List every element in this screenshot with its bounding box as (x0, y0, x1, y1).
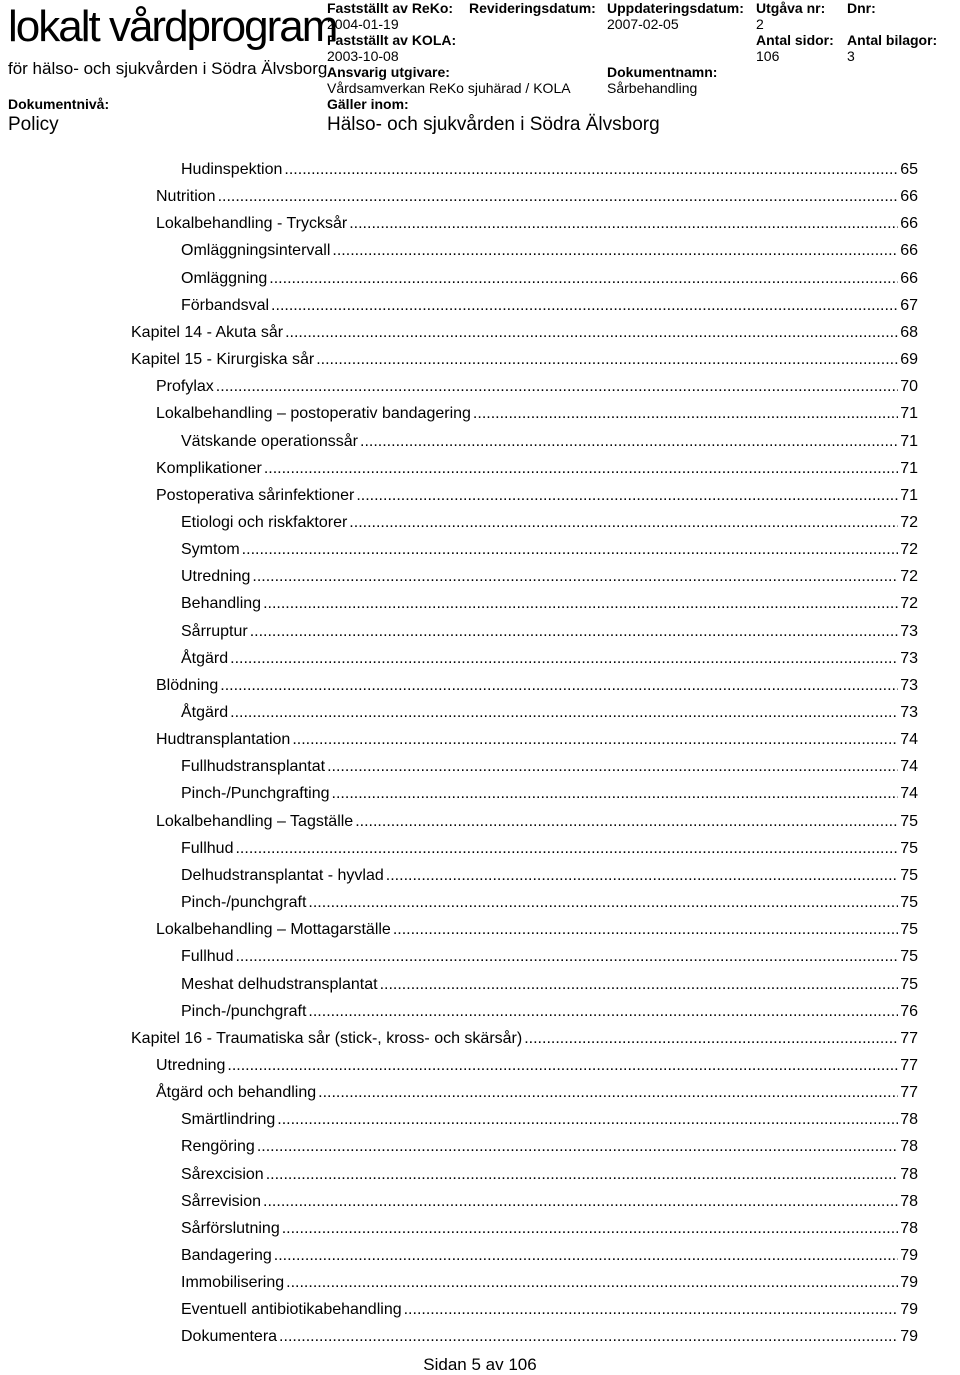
toc-entry[interactable] (156, 459, 918, 479)
toc-entry-page: 75 (900, 975, 918, 993)
toc-entry-page: 68 (900, 323, 918, 341)
toc-leader-dots (220, 676, 898, 696)
toc-entry-title: Förbandsval (181, 296, 270, 314)
toc-entry-page: 66 (900, 242, 918, 260)
toc-entry-title: Hudinspektion (181, 161, 283, 178)
toc-leader-dots (242, 540, 899, 560)
toc-leader-dots (316, 350, 898, 370)
toc-leader-dots (230, 703, 898, 723)
toc-entry-page: 75 (900, 921, 918, 939)
toc-leader-dots (386, 866, 898, 886)
page-footer: Sidan 5 av 106 (423, 1355, 537, 1374)
doc-level-value: Policy (8, 114, 59, 135)
toc-leader-dots (349, 214, 898, 234)
toc-leader-dots (269, 269, 898, 289)
toc-entry[interactable] (181, 540, 918, 560)
toc-entry-title: Sårexcision (181, 1165, 264, 1183)
toc-entry-page: 71 (900, 486, 918, 504)
toc-entry-page: 79 (900, 1274, 918, 1292)
toc-entry[interactable] (181, 1137, 918, 1157)
toc-leader-dots (235, 947, 898, 967)
toc-entry-title: Kapitel 15 - Kirurgiska sår (131, 351, 315, 369)
toc-leader-dots (230, 649, 898, 669)
toc-entry-page: 75 (900, 839, 918, 857)
toc-leader-dots (216, 377, 898, 397)
toc-entry[interactable] (156, 486, 918, 506)
toc-entry[interactable] (181, 947, 918, 967)
toc-entry[interactable] (181, 296, 918, 316)
ansvarig-label: Ansvarig utgivare: (327, 64, 450, 80)
toc-entry-title: Nutrition (156, 188, 216, 206)
toc-entry[interactable] (181, 1002, 918, 1022)
toc-leader-dots (271, 296, 898, 316)
toc-entry-page: 77 (900, 1029, 918, 1047)
toc-leader-dots (404, 1300, 899, 1320)
galler-value: Hälso- och sjukvården i Södra Älvsborg (327, 114, 660, 135)
toc-leader-dots (282, 1219, 898, 1239)
toc-entry-page: 78 (900, 1165, 918, 1183)
toc-entry-page: 75 (900, 948, 918, 966)
toc-leader-dots (349, 513, 898, 533)
toc-entry-page: 74 (900, 731, 918, 749)
toc-entry[interactable] (131, 1029, 918, 1049)
toc-entry-title: Smärtlindring (181, 1111, 276, 1129)
toc-entry[interactable] (156, 676, 918, 696)
toc-entry-page: 76 (900, 1002, 918, 1020)
reko-label: Fastställt av ReKo: (327, 0, 454, 16)
toc-entry-page: 71 (900, 432, 918, 450)
toc-entry-title: Eventuell antibiotikabehandling (181, 1301, 402, 1319)
toc-entry[interactable] (181, 1246, 918, 1266)
toc-entry[interactable] (181, 513, 918, 533)
toc-entry-page: 71 (900, 459, 918, 477)
toc-leader-dots (277, 1110, 898, 1130)
toc-entry-page: 66 (900, 215, 918, 233)
toc-entry-title: Meshat delhudstransplantat (181, 975, 378, 993)
toc-leader-dots (360, 432, 898, 452)
toc-entry-title: Delhudstransplantat - hyvlad (181, 866, 384, 884)
toc-entry-title: Fullhudstransplantat (181, 758, 326, 776)
document-header (0, 0, 960, 140)
toc-entry-page: 66 (900, 188, 918, 206)
toc-entry-title: Symtom (181, 541, 240, 559)
toc-entry[interactable] (181, 866, 918, 886)
toc-leader-dots (250, 622, 899, 642)
toc-entry-title: Utredning (156, 1056, 226, 1074)
toc-leader-dots (252, 567, 898, 587)
toc-leader-dots (284, 160, 898, 180)
toc-entry-page: 72 (900, 595, 918, 613)
toc-entry-title: Lokalbehandling – Tagställe (156, 812, 354, 830)
toc-entry-title: Vätskande operationssår (181, 432, 358, 450)
ansvarig-value: Vårdsamverkan ReKo sjuhärad / KOLA (327, 80, 571, 96)
utgava-label: Utgåva nr: (756, 0, 826, 16)
toc-leader-dots (266, 1165, 899, 1185)
toc-leader-dots (356, 486, 898, 506)
toc-entry-title: Bandagering (181, 1247, 272, 1264)
toc-leader-dots (355, 812, 898, 832)
toc-entry[interactable] (181, 432, 918, 452)
toc-entry-title: Immobilisering (181, 1274, 285, 1292)
uppdatering-value: 2007-02-05 (607, 16, 679, 32)
toc-leader-dots (308, 1002, 898, 1022)
toc-leader-dots (218, 187, 899, 207)
dokumentnamn-label: Dokumentnamn: (607, 64, 718, 80)
toc-leader-dots (235, 839, 898, 859)
dnr-label: Dnr: (847, 0, 876, 16)
toc-entry[interactable] (181, 703, 918, 723)
toc-leader-dots (308, 893, 898, 913)
toc-entry[interactable] (181, 1300, 918, 1320)
toc-entry-page: 79 (900, 1301, 918, 1319)
toc-entry-page: 78 (900, 1219, 918, 1237)
toc-leader-dots (274, 1246, 898, 1266)
toc-leader-dots (380, 975, 899, 995)
toc-entry[interactable] (156, 812, 918, 832)
toc-entry-page: 72 (900, 541, 918, 559)
toc-entry-page: 73 (900, 676, 918, 694)
sidor-value: 106 (756, 48, 780, 64)
toc-entry-page: 78 (900, 1111, 918, 1129)
toc-entry-title: Etiologi och riskfaktorer (181, 513, 348, 531)
toc-entry-title: Omläggningsintervall (181, 242, 331, 260)
toc-entry[interactable] (181, 241, 918, 261)
kola-value: 2003-10-08 (327, 48, 399, 64)
dokumentnamn-value: Sårbehandling (607, 80, 698, 96)
toc-entry-title: Pinch-/Punchgrafting (181, 785, 330, 803)
toc-entry-title: Lokalbehandling – postoperativ bandagering (156, 405, 471, 423)
toc-leader-dots (332, 784, 899, 804)
toc-entry-title: Postoperativa sårinfektioner (156, 486, 355, 504)
logo-title: lokalt vårdprogram (8, 2, 337, 51)
toc-entry[interactable] (156, 377, 918, 397)
toc-entry-page: 73 (900, 649, 918, 667)
toc-entry-title: Sårrevision (181, 1192, 262, 1210)
toc-entry[interactable] (156, 730, 918, 750)
toc-entry-page: 67 (900, 296, 918, 314)
toc-leader-dots (524, 1029, 898, 1049)
toc-leader-dots (393, 920, 898, 940)
toc-entry-title: Rengöring (181, 1138, 255, 1156)
toc-entry-page: 65 (900, 161, 918, 178)
toc-entry-page: 78 (900, 1192, 918, 1210)
toc-entry-page: 75 (900, 812, 918, 830)
toc-entry-title: Åtgärd (181, 704, 229, 721)
toc-leader-dots (257, 1137, 898, 1157)
toc-entry-title: Kapitel 16 - Traumatiska sår (stick-, kross- och skärsår) (131, 1029, 523, 1047)
toc-entry[interactable] (131, 350, 918, 370)
toc-entry[interactable] (131, 323, 918, 343)
toc-entry-title: Sårförslutning (181, 1219, 280, 1237)
logo-subtitle: för hälso- och sjukvården i Södra Älvsborg (8, 59, 328, 78)
reko-value: 2004-01-19 (327, 16, 399, 32)
toc-entry-title: Profylax (156, 378, 214, 396)
toc-entry[interactable] (181, 1192, 918, 1212)
kola-label: Fastställt av KOLA: (327, 32, 457, 48)
toc-entry-title: Blödning (156, 676, 219, 694)
toc-entry-page: 72 (900, 513, 918, 531)
toc-entry-page: 77 (900, 1056, 918, 1074)
toc-entry[interactable] (156, 214, 918, 234)
toc-entry[interactable] (181, 975, 918, 995)
toc-leader-dots (227, 1056, 898, 1076)
toc-entry-page: 71 (900, 405, 918, 423)
toc-entry[interactable] (181, 649, 918, 669)
toc-entry[interactable] (156, 1083, 918, 1103)
toc-entry[interactable] (181, 1219, 918, 1239)
toc-entry-title: Utredning (181, 568, 251, 586)
toc-leader-dots (286, 1273, 898, 1293)
toc-entry[interactable] (181, 784, 918, 804)
toc-entry-title: Dokumentera (181, 1328, 278, 1346)
toc-entry[interactable] (181, 1165, 918, 1185)
toc-leader-dots (279, 1327, 898, 1347)
toc-entry[interactable] (181, 269, 918, 289)
toc-entry-title: Pinch-/punchgraft (181, 894, 307, 912)
toc-entry-page: 73 (900, 622, 918, 640)
uppdatering-label: Uppdateringsdatum: (607, 0, 744, 16)
toc-entry[interactable] (181, 1110, 918, 1130)
toc-leader-dots (327, 757, 898, 777)
toc-leader-dots (263, 1192, 898, 1212)
toc-entry-page: 78 (900, 1138, 918, 1156)
toc-entry-title: Pinch-/punchgraft (181, 1002, 307, 1020)
toc-entry-page: 74 (900, 785, 918, 803)
toc-entry-page: 70 (900, 378, 918, 396)
toc-entry-title: Omläggning (181, 269, 268, 287)
toc-entry[interactable] (181, 1327, 918, 1347)
toc-leader-dots (292, 730, 898, 750)
toc-entry-title: Lokalbehandling – Mottagarställe (156, 921, 391, 939)
toc-entry-page: 75 (900, 866, 918, 884)
toc-leader-dots (285, 323, 898, 343)
toc-entry-title: Komplikationer (156, 459, 262, 477)
bilagor-value: 3 (847, 48, 855, 64)
toc-entry-page: 75 (900, 894, 918, 912)
toc-entry[interactable] (181, 757, 918, 777)
toc-entry-page: 79 (900, 1247, 918, 1264)
toc-entry[interactable] (181, 839, 918, 859)
revidering-label: Revideringsdatum: (469, 0, 596, 16)
toc-entry[interactable] (181, 893, 918, 913)
toc-entry-title: Fullhud (181, 948, 234, 966)
toc-entry-title: Hudtransplantation (156, 731, 291, 749)
toc-entry[interactable] (181, 622, 918, 642)
toc-entry-page: 73 (900, 704, 918, 721)
toc-leader-dots (332, 241, 898, 261)
utgava-value: 2 (756, 16, 764, 32)
toc-entry-title: Lokalbehandling - Trycksår (156, 215, 348, 233)
toc-entry[interactable] (181, 567, 918, 587)
toc-entry-page: 77 (900, 1084, 918, 1102)
toc-entry-page: 72 (900, 568, 918, 586)
toc-entry-title: Sårruptur (181, 622, 248, 640)
toc-entry[interactable] (156, 920, 918, 940)
toc-entry[interactable] (156, 1056, 918, 1076)
toc-entry-title: Åtgärd (181, 649, 229, 667)
toc-leader-dots (318, 1083, 898, 1103)
toc-entry-title: Åtgärd och behandling (156, 1084, 317, 1102)
sidor-label: Antal sidor: (756, 32, 834, 48)
toc-entry-page: 66 (900, 269, 918, 287)
toc-entry-page: 69 (900, 351, 918, 369)
toc-entry[interactable] (181, 594, 918, 614)
bilagor-label: Antal bilagor: (847, 32, 938, 48)
toc-entry-title: Behandling (181, 595, 262, 613)
toc-entry[interactable] (181, 1273, 918, 1293)
toc-entry-page: 79 (900, 1328, 918, 1346)
toc-entry-page: 74 (900, 758, 918, 776)
toc-entry-title: Kapitel 14 - Akuta sår (131, 323, 284, 341)
doc-level-label: Dokumentnivå: (8, 96, 110, 112)
galler-label: Gäller inom: (327, 96, 409, 112)
toc-entry[interactable] (156, 187, 918, 207)
toc-entry-title: Fullhud (181, 839, 234, 857)
toc-entry[interactable] (181, 160, 918, 180)
toc-entry[interactable] (156, 404, 918, 424)
toc-leader-dots (264, 459, 898, 479)
toc-leader-dots (263, 594, 898, 614)
toc-leader-dots (473, 404, 898, 424)
